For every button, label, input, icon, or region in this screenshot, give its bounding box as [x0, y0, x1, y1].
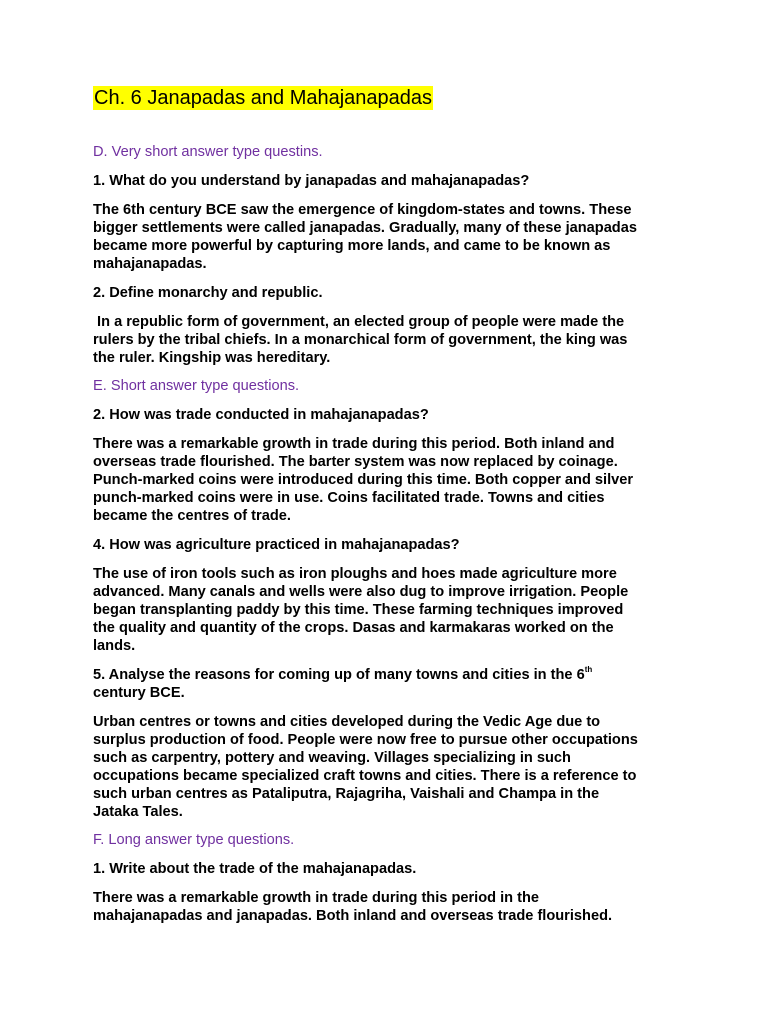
- answer-line: There was a remarkable growth in trade during this period. Both inland and: [93, 436, 615, 452]
- question: 1. What do you understand by janapadas and mahajanapadas?: [93, 173, 530, 189]
- question-text: century BCE.: [93, 685, 185, 701]
- answer-line: The 6th century BCE saw the emergence of kingdom-states and towns. These: [93, 202, 632, 218]
- answer-line: The use of iron tools such as iron ploughs and hoes made agriculture more: [93, 566, 617, 582]
- answer-line: rulers by the tribal chiefs. In a monarchical form of government, the king was: [93, 332, 628, 348]
- answer-line: became the centres of trade.: [93, 508, 291, 524]
- section-heading-e: E. Short answer type questions.: [93, 378, 300, 394]
- ordinal-superscript: th: [584, 665, 593, 674]
- answer-line: Punch-marked coins were introduced during this time. Both copper and silver: [93, 472, 634, 488]
- answer-line: There was a remarkable growth in trade during this period in the: [93, 890, 540, 906]
- question-text: 5. Analyse the reasons for coming up of many towns and cities in the 6: [93, 667, 585, 683]
- answer-line: advanced. Many canals and wells were also dug to improve irrigation. People: [93, 584, 629, 600]
- section-heading-f: F. Long answer type questions.: [93, 832, 295, 848]
- question: [93, 666, 683, 702]
- question: 4. How was agriculture practiced in mahajanapadas?: [93, 537, 460, 553]
- answer-line: occupations became specialized craft towns and cities. There is a reference to: [93, 768, 637, 784]
- answer-line: such as carpentry, pottery and weaving. Villages specializing in such: [93, 750, 571, 766]
- answer-line: such urban centres as Pataliputra, Rajagriha, Vaishali and Champa in the: [93, 786, 600, 802]
- answer-line: surplus production of food. People were now free to pursue other occupations: [93, 732, 638, 748]
- answer: [93, 313, 683, 367]
- answer: [93, 889, 683, 925]
- answer-line: bigger settlements were called janapadas. Gradually, many of these janapadas: [93, 220, 637, 236]
- answer-line: Urban centres or towns and cities developed during the Vedic Age due to: [93, 714, 601, 730]
- question: 1. Write about the trade of the mahajanapadas.: [93, 861, 417, 877]
- answer: [93, 435, 683, 525]
- answer-line: In a republic form of government, an elected group of people were made the: [93, 314, 625, 330]
- section-heading-d: D. Very short answer type questins.: [93, 144, 323, 160]
- answer-line: the ruler. Kingship was hereditary.: [93, 350, 331, 366]
- answer: [93, 201, 683, 273]
- answer-line: mahajanapadas.: [93, 256, 207, 272]
- answer: [93, 713, 683, 821]
- page-title: Ch. 6 Janapadas and Mahajanapadas: [94, 87, 433, 109]
- answer-line: punch-marked coins were in use. Coins facilitated trade. Towns and cities: [93, 490, 605, 506]
- answer-line: lands.: [93, 638, 136, 654]
- answer-line: became more powerful by capturing more lands, and came to be known as: [93, 238, 611, 254]
- question: 2. Define monarchy and republic.: [93, 285, 323, 301]
- answer-line: mahajanapadas and janapadas. Both inland and overseas trade flourished.: [93, 908, 613, 924]
- answer-line: began transplanting paddy by this time. These farming techniques improved: [93, 602, 624, 618]
- question: 2. How was trade conducted in mahajanapadas?: [93, 407, 429, 423]
- answer-line: overseas trade flourished. The barter system was now replaced by coinage.: [93, 454, 618, 470]
- answer-line: the quality and quantity of the crops. Dasas and karmakaras worked on the: [93, 620, 614, 636]
- answer: [93, 565, 683, 655]
- answer-line: Jataka Tales.: [93, 804, 183, 820]
- document-page: [93, 86, 683, 936]
